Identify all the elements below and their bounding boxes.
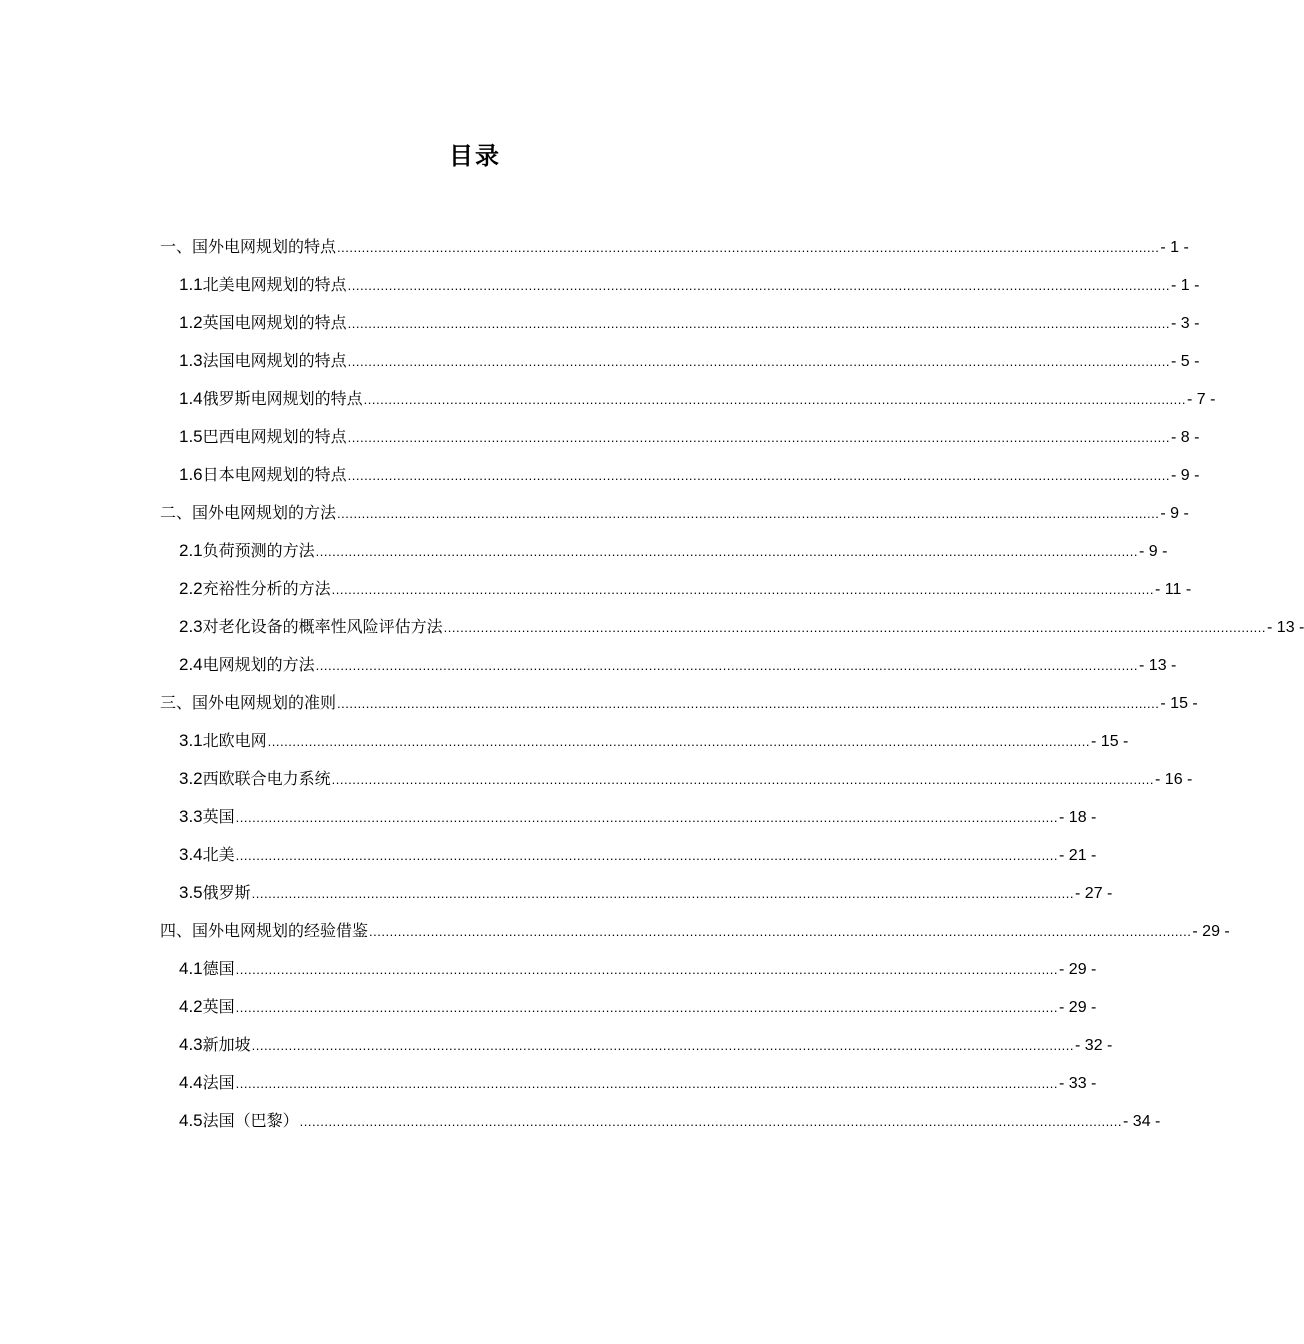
toc-entry[interactable] xyxy=(160,836,1097,874)
toc-entry-number: 3.5 xyxy=(179,883,203,902)
toc-entry[interactable] xyxy=(160,342,1200,380)
toc-entry-page-number: - 21 - xyxy=(1059,847,1097,864)
toc-entry-title: 西欧联合电力系统 xyxy=(202,769,331,788)
toc-entry-page-number: - 16 - xyxy=(1155,771,1193,788)
toc-entry-title: 法国电网规划的特点 xyxy=(202,351,347,370)
toc-entry[interactable] xyxy=(160,912,1230,950)
toc-entry-number: 4.4 xyxy=(179,1073,203,1092)
toc-entry-title: 英国 xyxy=(202,997,235,1016)
toc-entry-number: 1.3 xyxy=(179,351,203,370)
toc-entry-number: 3.4 xyxy=(179,845,203,864)
toc-entry-title: 法国 xyxy=(202,1073,235,1092)
toc-entry[interactable] xyxy=(160,266,1200,304)
toc-entry-page-number: - 15 - xyxy=(1091,733,1129,750)
toc-entry-number: 1.4 xyxy=(179,389,203,408)
dot-leader: ........................................................................................................................................................................................................ xyxy=(315,544,1139,559)
toc-entry[interactable] xyxy=(160,418,1200,456)
dot-leader: ........................................................................................................................................................................................................ xyxy=(369,924,1192,939)
toc-entry-title: 俄罗斯电网规划的特点 xyxy=(202,389,363,408)
toc-entry-title: 三、国外电网规划的准则 xyxy=(160,693,337,712)
toc-entry-page-number: - 27 - xyxy=(1075,885,1113,902)
toc-entry-title: 法国（巴黎） xyxy=(202,1111,299,1130)
toc-entry-title: 四、国外电网规划的经验借鉴 xyxy=(160,921,369,940)
dot-leader: ........................................................................................................................................................................................................ xyxy=(299,1114,1123,1129)
toc-entry-title: 日本电网规划的特点 xyxy=(202,465,347,484)
toc-entry-page-number: - 1 - xyxy=(1160,239,1189,256)
toc-entry-page-number: - 29 - xyxy=(1192,923,1230,940)
toc-entry[interactable] xyxy=(160,608,1304,646)
dot-leader: ........................................................................................................................................................................................................ xyxy=(315,658,1139,673)
toc-entry-page-number: - 7 - xyxy=(1187,391,1216,408)
toc-entry-title: 新加坡 xyxy=(202,1035,251,1054)
toc-entry-title: 二、国外电网规划的方法 xyxy=(160,503,337,522)
dot-leader: ........................................................................................................................................................................................................ xyxy=(337,240,1160,255)
toc-entry[interactable] xyxy=(160,494,1189,532)
dot-leader: ........................................................................................................................................................................................................ xyxy=(337,506,1160,521)
toc-entry-number: 1.2 xyxy=(179,313,203,332)
toc-entry-number: 2.1 xyxy=(179,541,203,560)
toc-entry-number: 1.6 xyxy=(179,465,203,484)
toc-entry[interactable] xyxy=(160,988,1097,1026)
toc-entry-page-number: - 5 - xyxy=(1171,353,1200,370)
toc-entry[interactable] xyxy=(160,760,1193,798)
toc-entry-page-number: - 1 - xyxy=(1171,277,1200,294)
toc-entry-page-number: - 8 - xyxy=(1171,429,1200,446)
toc-entry-title: 北欧电网 xyxy=(202,731,267,750)
toc-entry-page-number: - 3 - xyxy=(1171,315,1200,332)
toc-entry-number: 4.1 xyxy=(179,959,203,978)
toc-entry[interactable] xyxy=(160,722,1129,760)
toc-entry-page-number: - 11 - xyxy=(1155,581,1192,598)
dot-leader: ........................................................................................................................................................................................................ xyxy=(251,886,1075,901)
toc-entry[interactable] xyxy=(160,456,1200,494)
page-title: 目录 xyxy=(449,142,501,170)
toc-entry-title: 充裕性分析的方法 xyxy=(202,579,331,598)
toc-entry[interactable] xyxy=(160,1064,1097,1102)
dot-leader: ........................................................................................................................................................................................................ xyxy=(331,772,1155,787)
toc-entry-title: 电网规划的方法 xyxy=(202,655,315,674)
toc-entry-page-number: - 15 - xyxy=(1160,695,1198,712)
dot-leader: ........................................................................................................................................................................................................ xyxy=(235,1076,1059,1091)
toc-entry-title: 负荷预测的方法 xyxy=(202,541,315,560)
dot-leader: ........................................................................................................................................................................................................ xyxy=(347,354,1171,369)
toc-entry-title: 英国电网规划的特点 xyxy=(202,313,347,332)
toc-entry-number: 2.4 xyxy=(179,655,203,674)
toc-entry-page-number: - 13 - xyxy=(1139,657,1177,674)
toc-entry-page-number: - 34 - xyxy=(1123,1113,1161,1130)
dot-leader: ........................................................................................................................................................................................................ xyxy=(347,278,1171,293)
toc-entry-title: 北美 xyxy=(202,845,235,864)
toc-entry-title: 英国 xyxy=(202,807,235,826)
toc-entry-number: 2.2 xyxy=(179,579,203,598)
toc-entry-number: 1.1 xyxy=(179,275,203,294)
dot-leader: ........................................................................................................................................................................................................ xyxy=(235,962,1059,977)
dot-leader: ........................................................................................................................................................................................................ xyxy=(363,392,1187,407)
toc-entry-number: 4.3 xyxy=(179,1035,203,1054)
dot-leader: ........................................................................................................................................................................................................ xyxy=(347,316,1171,331)
toc-entry-title: 德国 xyxy=(202,959,235,978)
dot-leader: ........................................................................................................................................................................................................ xyxy=(331,582,1155,597)
toc-entry[interactable] xyxy=(160,646,1177,684)
toc-entry-title: 北美电网规划的特点 xyxy=(202,275,347,294)
toc-entry-page-number: - 9 - xyxy=(1139,543,1168,560)
toc-entry-page-number: - 13 - xyxy=(1267,619,1304,636)
toc-entry-page-number: - 33 - xyxy=(1059,1075,1097,1092)
toc-entry[interactable] xyxy=(160,228,1189,266)
toc-entry-title: 巴西电网规划的特点 xyxy=(202,427,347,446)
toc-entry-number: 3.1 xyxy=(179,731,203,750)
toc-entry-title: 俄罗斯 xyxy=(202,883,251,902)
toc-entry[interactable] xyxy=(160,304,1200,342)
toc-entry-number: 3.2 xyxy=(179,769,203,788)
toc-entry-number: 2.3 xyxy=(179,617,203,636)
toc-entry[interactable] xyxy=(160,380,1216,418)
dot-leader: ........................................................................................................................................................................................................ xyxy=(235,848,1059,863)
toc-entry[interactable] xyxy=(160,874,1113,912)
dot-leader: ........................................................................................................................................................................................................ xyxy=(443,620,1267,635)
toc-entry[interactable] xyxy=(160,1102,1161,1140)
toc-entry-page-number: - 18 - xyxy=(1059,809,1097,826)
toc-entry-number: 1.5 xyxy=(179,427,203,446)
toc-entry[interactable] xyxy=(160,684,1198,722)
toc-entry-title: 对老化设备的概率性风险评估方法 xyxy=(202,617,443,636)
toc-entry-number: 3.3 xyxy=(179,807,203,826)
toc-entry[interactable] xyxy=(160,532,1168,570)
dot-leader: ........................................................................................................................................................................................................ xyxy=(235,810,1059,825)
toc-entry-page-number: - 9 - xyxy=(1171,467,1200,484)
dot-leader: ........................................................................................................................................................................................................ xyxy=(235,1000,1059,1015)
toc-entry[interactable] xyxy=(160,798,1097,836)
dot-leader: ........................................................................................................................................................................................................ xyxy=(347,468,1171,483)
toc-entry-page-number: - 32 - xyxy=(1075,1037,1113,1054)
toc-entry-title: 一、国外电网规划的特点 xyxy=(160,237,337,256)
dot-leader: ........................................................................................................................................................................................................ xyxy=(267,734,1091,749)
toc-entry-page-number: - 29 - xyxy=(1059,999,1097,1016)
toc-entry[interactable] xyxy=(160,1026,1113,1064)
dot-leader: ........................................................................................................................................................................................................ xyxy=(337,696,1160,711)
toc-entry[interactable] xyxy=(160,570,1192,608)
table-of-contents xyxy=(160,228,1304,1140)
toc-entry[interactable] xyxy=(160,950,1097,988)
toc-entry-number: 4.2 xyxy=(179,997,203,1016)
toc-entry-page-number: - 9 - xyxy=(1160,505,1189,522)
toc-entry-page-number: - 29 - xyxy=(1059,961,1097,978)
toc-entry-number: 4.5 xyxy=(179,1111,203,1130)
dot-leader: ........................................................................................................................................................................................................ xyxy=(347,430,1171,445)
dot-leader: ........................................................................................................................................................................................................ xyxy=(251,1038,1075,1053)
